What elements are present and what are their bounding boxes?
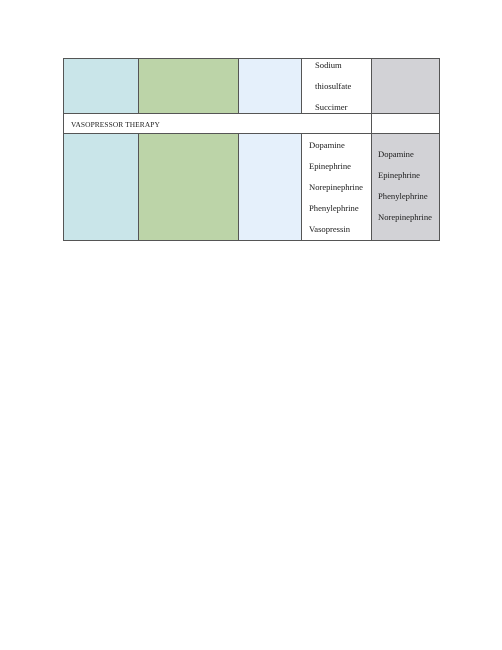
list-item: Dopamine [378, 149, 414, 159]
vasopressor-list [302, 134, 371, 234]
list-item: Norepinephrine [309, 182, 363, 192]
table-cell [372, 134, 440, 241]
list-item: Phenylephrine [378, 191, 428, 201]
table-cell [139, 134, 239, 241]
list-item: Epinephrine [309, 161, 351, 171]
section-title: VASOPRESSOR THERAPY [71, 120, 160, 129]
table-cell [139, 59, 239, 114]
table-cell [64, 59, 139, 114]
vasopressor-list-alt [372, 134, 439, 222]
list-item: Vasopressin [309, 224, 351, 234]
list-item: Dopamine [309, 140, 345, 150]
table-cell [372, 59, 440, 114]
list-item: Epinephrine [378, 170, 420, 180]
list-item: Phenylephrine [309, 203, 359, 213]
table-cell [302, 134, 372, 241]
section-header-cell [64, 114, 372, 134]
section-row [64, 114, 440, 134]
table-row [64, 59, 440, 114]
table-cell [372, 114, 440, 134]
table-cell [302, 59, 372, 114]
list-item: Sodium [315, 60, 342, 70]
list-item: Norepinephrine [378, 212, 432, 222]
table-row [64, 134, 440, 241]
list-item: thiosulfate [315, 81, 352, 91]
antidote-list [302, 59, 371, 112]
table-cell [64, 134, 139, 241]
table-cell [239, 134, 302, 241]
list-item: Succimer [315, 102, 348, 112]
drug-table-container [63, 58, 439, 241]
drug-table [63, 58, 440, 241]
table-cell [239, 59, 302, 114]
